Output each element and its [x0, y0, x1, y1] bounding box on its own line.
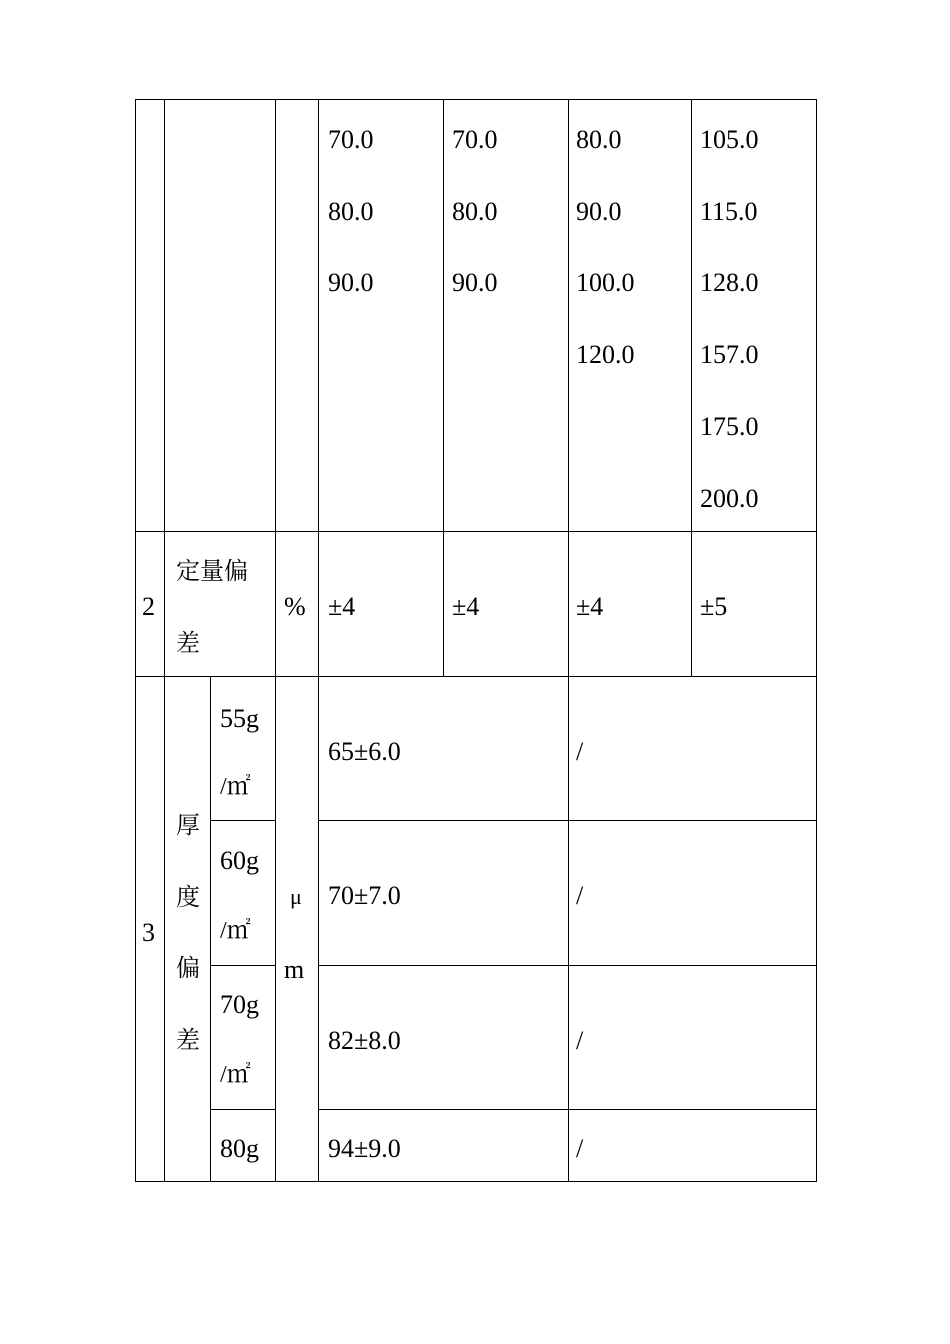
row3-item-char: 度	[176, 883, 200, 911]
row3-unit-line2: m	[284, 955, 305, 984]
r1c3-value: 90.0	[576, 197, 622, 226]
row3-index: 3	[142, 918, 155, 947]
r1c4-value: 115.0	[700, 197, 758, 226]
table-border-top	[135, 99, 817, 100]
thickness-value: 82±8.0	[328, 1026, 401, 1055]
row2-item-label-line2: 差	[176, 629, 200, 657]
row2-item-label-line1: 定量偏	[176, 557, 248, 585]
r1c3-value: 100.0	[576, 268, 635, 297]
row2-value: ±5	[700, 592, 728, 621]
subrow-divider-1	[210, 820, 276, 821]
row3-unit-line1: μ	[290, 884, 302, 909]
row3-item-char: 偏	[176, 954, 200, 982]
thickness-value: 70±7.0	[328, 881, 401, 910]
thickness-other: /	[576, 1134, 584, 1163]
col-divider-4	[691, 99, 692, 677]
grade-label-line2: /㎡	[220, 1062, 251, 1088]
r1c4-value: 175.0	[700, 412, 759, 441]
grade-label-line2: /㎡	[220, 918, 251, 944]
r1c1-value: 70.0	[328, 125, 374, 154]
r1c3-value: 80.0	[576, 125, 622, 154]
row3-item-char: 厚	[176, 811, 200, 839]
table-border-right	[816, 99, 817, 1182]
thickness-other: /	[576, 1026, 584, 1055]
col-divider-item	[275, 99, 276, 1182]
col-divider-grade	[210, 676, 211, 1182]
grade-label-line1: 80g	[220, 1134, 259, 1163]
r1c4-value: 105.0	[700, 125, 759, 154]
grade-label-line1: 55g	[220, 704, 259, 733]
subrow-divider-2	[210, 965, 276, 966]
row2-value: ±4	[452, 592, 480, 621]
col-divider-unit	[318, 99, 319, 1182]
thickness-other: /	[576, 737, 584, 766]
row3-item-char: 差	[176, 1026, 200, 1054]
r1c4-value: 128.0	[700, 268, 759, 297]
row2-unit: %	[284, 592, 306, 621]
r1c4-value: 200.0	[700, 484, 759, 513]
table-border-bottom	[135, 1181, 817, 1182]
row2-value: ±4	[328, 592, 356, 621]
r1c3-value: 120.0	[576, 340, 635, 369]
grade-label-line2: /㎡	[220, 774, 251, 800]
subrow-divider-3	[210, 1109, 276, 1110]
row2-index: 2	[142, 592, 155, 621]
col-divider-index	[164, 99, 165, 1182]
r1c1-value: 80.0	[328, 197, 374, 226]
row-divider-1-2	[135, 531, 817, 532]
grade-label-line1: 60g	[220, 846, 259, 875]
row2-value: ±4	[576, 592, 604, 621]
col-divider-3	[568, 99, 569, 1182]
r1c4-value: 157.0	[700, 340, 759, 369]
row-divider-2-3	[135, 676, 817, 677]
grade-label-line1: 70g	[220, 990, 259, 1019]
thickness-value: 65±6.0	[328, 737, 401, 766]
thickness-value: 94±9.0	[328, 1134, 401, 1163]
col-divider-2	[443, 99, 444, 677]
r1c2-value: 80.0	[452, 197, 498, 226]
thickness-other: /	[576, 881, 584, 910]
r1c2-value: 70.0	[452, 125, 498, 154]
r1c1-value: 90.0	[328, 268, 374, 297]
r1c2-value: 90.0	[452, 268, 498, 297]
table-border-left	[135, 99, 136, 1182]
